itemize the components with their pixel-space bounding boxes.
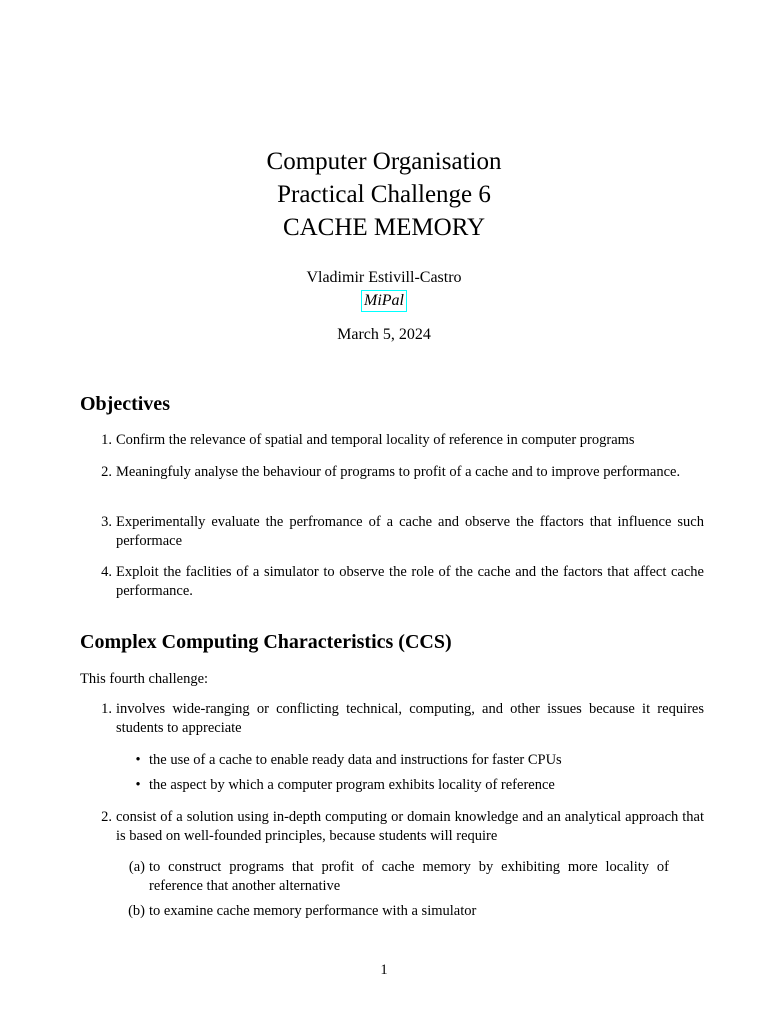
objective-text: Confirm the relevance of spatial and temporal locality of reference in computer programs bbox=[116, 432, 635, 448]
objective-item bbox=[101, 513, 704, 551]
objective-text: Meaningfuly analyse the behaviour of programs to profit of a cache and to improve performance. bbox=[116, 464, 681, 480]
author-name: Vladimir Estivill-Castro bbox=[306, 269, 462, 286]
topic-title: CACHE MEMORY bbox=[282, 214, 486, 241]
ccs-item bbox=[101, 808, 704, 846]
ccs-bullet-item bbox=[135, 751, 669, 770]
ccs-intro: This fourth challenge: bbox=[80, 671, 209, 687]
affiliation-link[interactable]: MiPal bbox=[361, 290, 407, 312]
ccs-heading: Complex Computing Characteristics (CCS) bbox=[80, 631, 452, 653]
ccs-bullet-item bbox=[135, 776, 669, 795]
ccs-item-number: 1. bbox=[101, 701, 112, 717]
course-title: Computer Organisation bbox=[266, 148, 502, 175]
page-number: 1 bbox=[380, 962, 388, 978]
ccs-subitem-text: to construct programs that profit of cache memory by exhibiting more locality of reference that another alternative bbox=[149, 859, 669, 894]
ccs-subitem-text: to examine cache memory performance with a simulator bbox=[149, 903, 477, 919]
ccs-subitem bbox=[128, 858, 669, 896]
objective-item bbox=[101, 563, 704, 601]
subitem-mark: (a) bbox=[128, 859, 145, 875]
ccs-bullet-text: the use of a cache to enable ready data and instructions for faster CPUs bbox=[149, 752, 562, 768]
objective-text: Experimentally evaluate the perfromance of a cache and observe the ffactors that influence such performace bbox=[116, 514, 704, 549]
ccs-item bbox=[101, 700, 704, 738]
ccs-item-text: consist of a solution using in-depth computing or domain knowledge and an analytical approach that is based on well-founded principles, because students will require bbox=[116, 809, 704, 844]
objective-item bbox=[101, 463, 704, 482]
bullet-mark: • bbox=[135, 777, 141, 793]
author-block bbox=[0, 266, 768, 312]
ccs-item-text: involves wide-ranging or conflicting technical, computing, and other issues because it requires students to appreciate bbox=[116, 701, 704, 736]
ccs-item-number: 2. bbox=[101, 809, 112, 825]
objective-text: Exploit the faclities of a simulator to observe the role of the cache and the factors that affect cache performance. bbox=[116, 564, 704, 599]
subitem-mark: (b) bbox=[128, 903, 145, 919]
objectives-heading: Objectives bbox=[80, 393, 170, 415]
document-date: March 5, 2024 bbox=[337, 326, 431, 343]
ccs-bullet-text: the aspect by which a computer program exhibits locality of reference bbox=[149, 777, 555, 793]
title-block bbox=[0, 145, 768, 244]
objective-number: 2. bbox=[101, 464, 112, 480]
objective-number: 4. bbox=[101, 564, 112, 580]
ccs-subitem bbox=[128, 902, 669, 921]
objective-number: 3. bbox=[101, 514, 112, 530]
objective-item bbox=[101, 431, 704, 450]
challenge-title: Practical Challenge 6 bbox=[277, 181, 491, 208]
bullet-mark: • bbox=[135, 752, 141, 768]
objective-number: 1. bbox=[101, 432, 112, 448]
